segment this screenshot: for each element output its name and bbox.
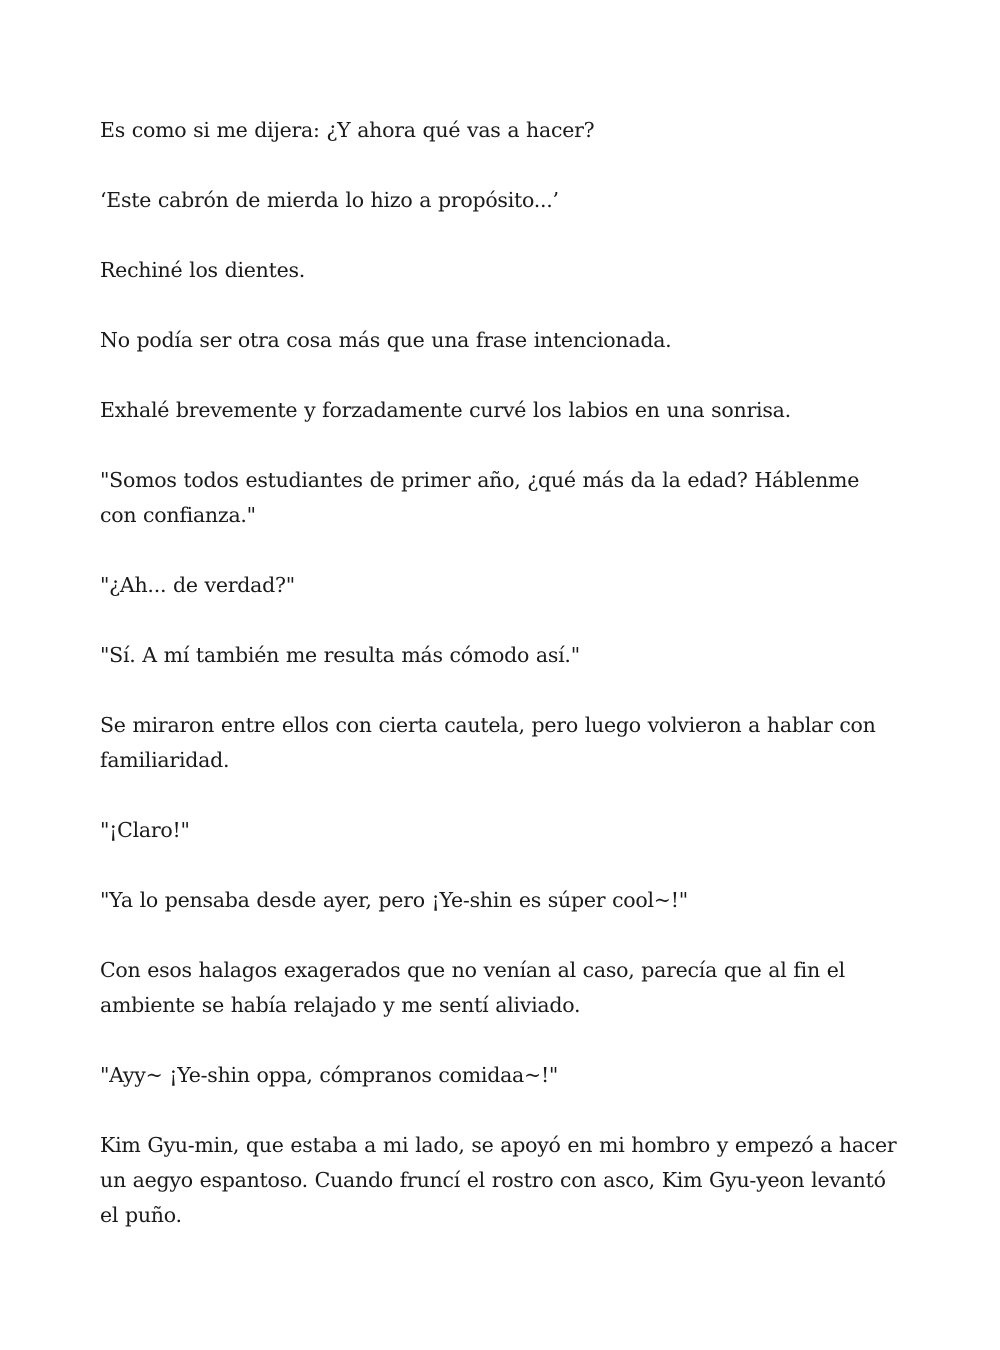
paragraph: "Ayy~ ¡Ye-shin oppa, cómpranos comidaa~!" — [100, 1063, 559, 1087]
paragraph: "Ya lo pensaba desde ayer, pero ¡Ye-shin es súper cool~!" — [100, 888, 688, 912]
paragraph: Se miraron entre ellos con cierta cautela, pero luego volvieron a hablar con familiaridad. — [100, 713, 876, 772]
paragraph: ‘Este cabrón de mierda lo hizo a propósito...’ — [100, 188, 559, 212]
paragraph: "¿Ah... de verdad?" — [100, 573, 295, 597]
paragraph: "¡Claro!" — [100, 818, 190, 842]
paragraph: Con esos halagos exagerados que no venían al caso, parecía que al fin el ambiente se había relajado y me sentí aliviado. — [100, 958, 845, 1017]
paragraph: Es como si me dijera: ¿Y ahora qué vas a hacer? — [100, 118, 595, 142]
paragraph: Rechiné los dientes. — [100, 258, 306, 282]
paragraph: Kim Gyu-min, que estaba a mi lado, se apoyó en mi hombro y empezó a hacer un aegyo espantoso. Cuando fruncí el rostro con asco, Kim Gyu-yeon levantó el puño. — [100, 1133, 897, 1227]
paragraph: "Somos todos estudiantes de primer año, ¿qué más da la edad? Háblenme con confianza." — [100, 468, 860, 527]
paragraph: Exhalé brevemente y forzadamente curvé los labios en una sonrisa. — [100, 398, 791, 422]
paragraph: "Sí. A mí también me resulta más cómodo así." — [100, 643, 580, 667]
paragraph: No podía ser otra cosa más que una frase intencionada. — [100, 328, 672, 352]
